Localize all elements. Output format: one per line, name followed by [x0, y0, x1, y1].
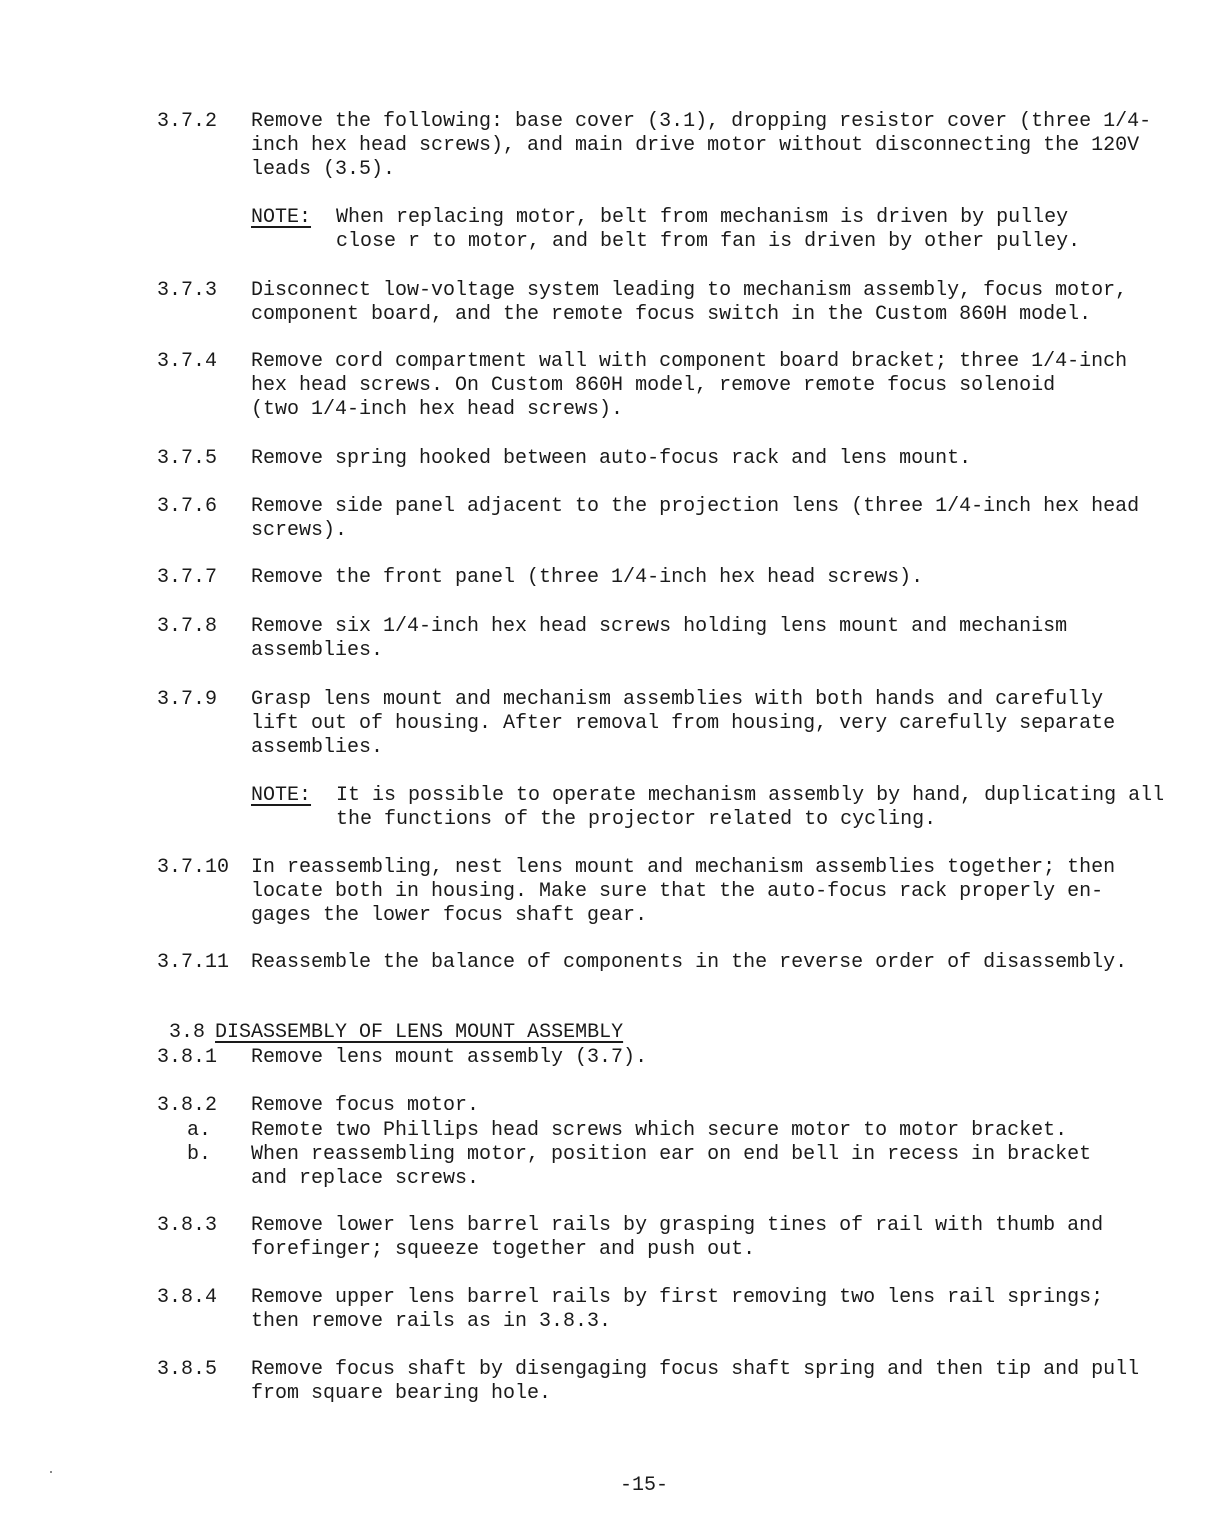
step-number: 3.7.6	[157, 495, 218, 518]
step-text: Remove six 1/4-inch hex head screws holding lens mount and mechanism assemblies.	[251, 615, 1068, 662]
step-number: 3.8.4	[157, 1286, 218, 1309]
substep-letter: a.	[187, 1119, 212, 1142]
step-text: Remove the following: base cover (3.1), dropping resistor cover (three 1/4- inch hex head screws), and main drive motor without disconnecting the 120V leads (3.5).	[251, 110, 1152, 181]
section-heading-3-8	[145, 997, 623, 1045]
step-number: 3.7.11	[157, 951, 230, 974]
step-text: Remove spring hooked between auto-focus rack and lens mount.	[251, 447, 972, 470]
step-number: 3.7.9	[157, 688, 218, 711]
note-text: When replacing motor, belt from mechanism is driven by pulley close r to motor, and belt from fan is driven by other pulley.	[336, 206, 1081, 253]
step-number: 3.7.3	[157, 279, 218, 302]
note-text: It is possible to operate mechanism assembly by hand, duplicating all the functions of the projector related to cycling.	[336, 784, 1165, 831]
step-text: Disconnect low-voltage system leading to mechanism assembly, focus motor, component board, and the remote focus switch in the Custom 860H model.	[251, 279, 1128, 326]
substep-text: When reassembling motor, position ear on end bell in recess in bracket and replace screws.	[251, 1143, 1092, 1190]
step-number: 3.8.1	[157, 1046, 218, 1069]
step-number: 3.7.5	[157, 447, 218, 470]
step-text: Remove cord compartment wall with component board bracket; three 1/4-inch hex head screws. On Custom 860H model, remove remote focus solenoid (two 1/4-inch hex head screws).	[251, 350, 1128, 421]
step-number: 3.7.4	[157, 350, 218, 373]
step-number: 3.7.2	[157, 110, 218, 133]
step-text: Remove focus motor.	[251, 1094, 480, 1117]
heading-number: 3.8	[169, 1021, 206, 1044]
step-text: Remove side panel adjacent to the projection lens (three 1/4-inch hex head screws).	[251, 495, 1140, 542]
step-text: Remove upper lens barrel rails by first removing two lens rail springs; then remove rails as in 3.8.3.	[251, 1286, 1104, 1333]
substep-letter: b.	[187, 1143, 212, 1166]
step-text: Grasp lens mount and mechanism assemblies with both hands and carefully lift out of housing. After removal from housing, very carefully separate assemblies.	[251, 688, 1116, 759]
step-number: 3.7.10	[157, 856, 230, 879]
step-text: Remove lens mount assembly (3.7).	[251, 1046, 648, 1069]
heading-title: DISASSEMBLY OF LENS MOUNT ASSEMBLY	[215, 1021, 624, 1044]
step-text: Remove the front panel (three 1/4-inch hex head screws).	[251, 566, 924, 589]
scan-speck	[50, 1471, 52, 1473]
note-label: NOTE:	[251, 206, 312, 229]
step-number: 3.8.3	[157, 1214, 218, 1237]
step-number: 3.7.7	[157, 566, 218, 589]
step-text: Remove focus shaft by disengaging focus shaft spring and then tip and pull from square bearing hole.	[251, 1358, 1140, 1405]
page-number: -15-	[620, 1474, 669, 1497]
substep-text: Remote two Phillips head screws which secure motor to motor bracket.	[251, 1119, 1068, 1142]
step-number: 3.7.8	[157, 615, 218, 638]
step-text: In reassembling, nest lens mount and mechanism assemblies together; then locate both in housing. Make sure that the auto-focus rack properly en- gages the lower focus shaft gear.	[251, 856, 1116, 927]
note-label: NOTE:	[251, 784, 312, 807]
step-text: Remove lower lens barrel rails by grasping tines of rail with thumb and forefinger; squeeze together and push out.	[251, 1214, 1104, 1261]
step-number: 3.8.5	[157, 1358, 218, 1381]
step-number: 3.8.2	[157, 1094, 218, 1117]
step-text: Reassemble the balance of components in the reverse order of disassembly.	[251, 951, 1128, 974]
